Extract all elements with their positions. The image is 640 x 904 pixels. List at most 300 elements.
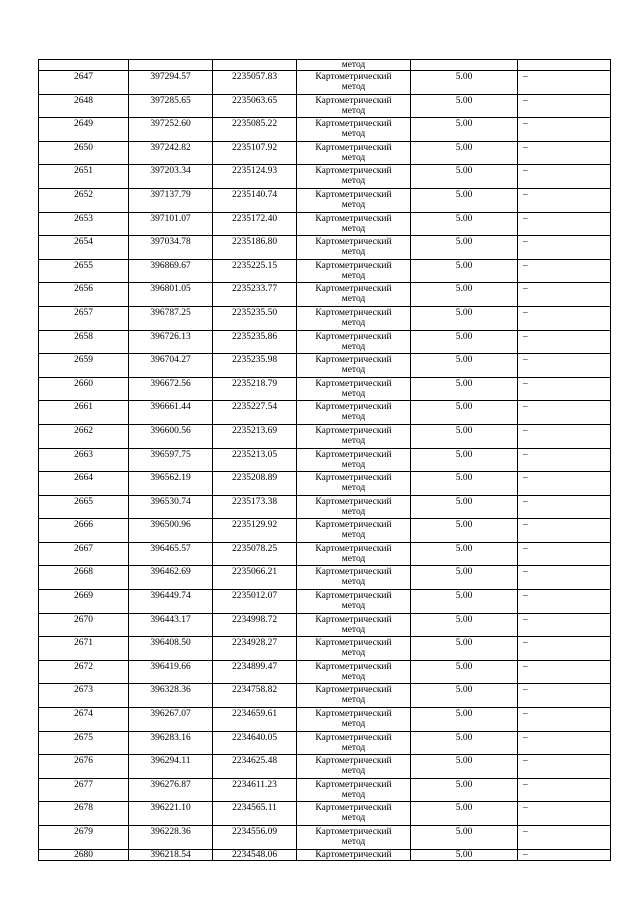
method-line-1: Картометрический	[315, 237, 392, 248]
cell-accuracy: 5.00	[411, 684, 518, 708]
cell-y: 2235233.77	[213, 283, 297, 307]
cell-method	[297, 377, 411, 401]
cell-accuracy: 5.00	[411, 94, 518, 118]
cell-note: –	[518, 731, 611, 755]
cell-y: 2235140.74	[213, 188, 297, 212]
cell-method: метод	[297, 60, 411, 71]
cell-number: 2657	[39, 306, 129, 330]
cell-y: 2235057.83	[213, 71, 297, 95]
cell-method	[297, 259, 411, 283]
cell-accuracy: 5.00	[411, 165, 518, 189]
cell-note: –	[518, 448, 611, 472]
cell-note: –	[518, 755, 611, 779]
method-line-2: метод	[341, 176, 366, 187]
cell-number: 2663	[39, 448, 129, 472]
method-line-1: Картометрический	[315, 425, 392, 436]
cell-y: 2234659.61	[213, 708, 297, 732]
cell-note: –	[518, 165, 611, 189]
method-line-2: метод	[341, 247, 366, 258]
cell-note: –	[518, 590, 611, 614]
method-line-2: метод	[341, 789, 366, 800]
method-line-1: Картометрический	[315, 520, 392, 531]
cell-note: –	[518, 188, 611, 212]
cell-x: 396408.50	[129, 637, 213, 661]
cell-accuracy: 5.00	[411, 330, 518, 354]
cell-accuracy: 5.00	[411, 401, 518, 425]
method-line-2: метод	[341, 837, 366, 847]
cell-note: –	[518, 118, 611, 142]
method-line-1: Картометрический	[315, 543, 392, 554]
cell-x: 396443.17	[129, 613, 213, 637]
coordinates-table	[38, 59, 611, 861]
cell-x: 396449.74	[129, 590, 213, 614]
cell-number: 2647	[39, 71, 129, 95]
table-row	[39, 590, 611, 614]
cell-method	[297, 778, 411, 802]
table-row	[39, 188, 611, 212]
table-row	[39, 472, 611, 496]
method-line-1: Картометрический	[315, 803, 392, 814]
cell-method	[297, 141, 411, 165]
cell-x: 396787.25	[129, 306, 213, 330]
table-row	[39, 306, 611, 330]
cell-method	[297, 495, 411, 519]
cell-accuracy: 5.00	[411, 259, 518, 283]
method-line-2: метод	[341, 105, 366, 116]
cell-number	[39, 60, 129, 71]
cell-method	[297, 519, 411, 543]
cell-x: 397137.79	[129, 188, 213, 212]
cell-accuracy: 5.00	[411, 377, 518, 401]
cell-note: –	[518, 354, 611, 378]
cell-method	[297, 165, 411, 189]
cell-note: –	[518, 71, 611, 95]
cell-y: 2235066.21	[213, 566, 297, 590]
cell-x: 396294.11	[129, 755, 213, 779]
cell-accuracy: 5.00	[411, 731, 518, 755]
cell-accuracy: 5.00	[411, 637, 518, 661]
method-line-2: метод	[341, 223, 366, 234]
cell-y	[213, 60, 297, 71]
cell-note: –	[518, 849, 611, 860]
method-line-2: метод	[341, 199, 366, 210]
cell-x: 397285.65	[129, 94, 213, 118]
cell-accuracy: 5.00	[411, 141, 518, 165]
cell-note: –	[518, 778, 611, 802]
method-line-2: метод	[341, 813, 366, 824]
cell-accuracy: 5.00	[411, 495, 518, 519]
method-line-2: метод	[341, 412, 366, 423]
method-line-1: Картометрический	[315, 378, 392, 389]
cell-number: 2677	[39, 778, 129, 802]
cell-method	[297, 306, 411, 330]
cell-accuracy: 5.00	[411, 188, 518, 212]
method-line-2: метод	[341, 766, 366, 777]
method-line-1: Картометрический	[315, 591, 392, 602]
table-row	[39, 731, 611, 755]
cell-y: 2235012.07	[213, 590, 297, 614]
table-row	[39, 708, 611, 732]
cell-note: –	[518, 283, 611, 307]
cell-note: –	[518, 259, 611, 283]
cell-accuracy: 5.00	[411, 283, 518, 307]
cell-x	[129, 60, 213, 71]
method-line-1: Картометрический	[315, 685, 392, 696]
cell-note: –	[518, 519, 611, 543]
cell-method: Картометрический	[297, 849, 411, 860]
table-row	[39, 802, 611, 826]
cell-x: 396500.96	[129, 519, 213, 543]
cell-method	[297, 188, 411, 212]
method-line-1: Картометрический	[315, 567, 392, 578]
cell-y: 2235124.93	[213, 165, 297, 189]
cell-number: 2658	[39, 330, 129, 354]
cell-number: 2664	[39, 472, 129, 496]
cell-x: 396283.16	[129, 731, 213, 755]
cell-accuracy: 5.00	[411, 519, 518, 543]
table-row	[39, 519, 611, 543]
method-line-1: Картометрический	[315, 779, 392, 790]
cell-number: 2672	[39, 660, 129, 684]
cell-y: 2235235.86	[213, 330, 297, 354]
cell-note: –	[518, 472, 611, 496]
cell-number: 2649	[39, 118, 129, 142]
cell-method	[297, 566, 411, 590]
cell-x: 396661.44	[129, 401, 213, 425]
cell-number: 2652	[39, 188, 129, 212]
cell-y: 2235213.05	[213, 448, 297, 472]
method-line-2: метод	[341, 624, 366, 635]
cell-x: 396801.05	[129, 283, 213, 307]
cell-number: 2676	[39, 755, 129, 779]
cell-x: 396726.13	[129, 330, 213, 354]
method-line-1: Картометрический	[315, 473, 392, 484]
table-row	[39, 755, 611, 779]
table-row	[39, 684, 611, 708]
table-row	[39, 826, 611, 850]
cell-number: 2662	[39, 424, 129, 448]
method-line-1: Картометрический	[315, 189, 392, 200]
cell-number: 2648	[39, 94, 129, 118]
cell-number: 2660	[39, 377, 129, 401]
cell-number: 2666	[39, 519, 129, 543]
cell-y: 2235235.50	[213, 306, 297, 330]
cell-note: –	[518, 330, 611, 354]
cell-method	[297, 590, 411, 614]
cell-accuracy: 5.00	[411, 708, 518, 732]
cell-x: 396704.27	[129, 354, 213, 378]
cell-y: 2234611.23	[213, 778, 297, 802]
cell-x: 396419.66	[129, 660, 213, 684]
cell-y: 2234758.82	[213, 684, 297, 708]
method-line-2: метод	[341, 270, 366, 281]
method-line-1: Картометрический	[315, 709, 392, 720]
cell-method	[297, 71, 411, 95]
continued-row	[39, 60, 611, 71]
cell-method	[297, 755, 411, 779]
cell-x: 396221.10	[129, 802, 213, 826]
cell-method	[297, 708, 411, 732]
table-row	[39, 283, 611, 307]
method-line-2: метод	[341, 695, 366, 706]
cell-number: 2673	[39, 684, 129, 708]
method-line-2: метод	[341, 435, 366, 446]
cell-y: 2235213.69	[213, 424, 297, 448]
cell-method	[297, 401, 411, 425]
table-row	[39, 401, 611, 425]
cell-y: 2234548.06	[213, 849, 297, 860]
cell-note: –	[518, 802, 611, 826]
method-line-2: метод	[341, 152, 366, 163]
method-line-1: Картометрический	[315, 213, 392, 224]
cell-number: 2654	[39, 236, 129, 260]
method-line-1: Картометрический	[315, 827, 392, 837]
method-line-2: метод	[341, 317, 366, 328]
cell-note: –	[518, 424, 611, 448]
cell-x: 397252.60	[129, 118, 213, 142]
cell-y: 2235225.15	[213, 259, 297, 283]
method-line-1: Картометрический	[315, 661, 392, 672]
cell-x: 396530.74	[129, 495, 213, 519]
table-row	[39, 71, 611, 95]
cell-x: 396228.36	[129, 826, 213, 850]
table-row	[39, 637, 611, 661]
cell-accuracy: 5.00	[411, 71, 518, 95]
cell-y: 2234565.11	[213, 802, 297, 826]
method-line-1: Картометрический	[315, 307, 392, 318]
cell-method	[297, 330, 411, 354]
cell-note	[518, 60, 611, 71]
cell-note: –	[518, 613, 611, 637]
method-line-2: метод	[341, 530, 366, 541]
method-line-2: метод	[341, 671, 366, 682]
cell-number: 2667	[39, 542, 129, 566]
cell-x: 397203.34	[129, 165, 213, 189]
method-line-2: метод	[341, 719, 366, 730]
cell-x: 396465.57	[129, 542, 213, 566]
cell-number: 2670	[39, 613, 129, 637]
cell-note: –	[518, 236, 611, 260]
method-line-1: Картометрический	[315, 496, 392, 507]
cell-method	[297, 448, 411, 472]
table-row	[39, 660, 611, 684]
cell-x: 396462.69	[129, 566, 213, 590]
method-line-1: Картометрический	[315, 732, 392, 743]
method-line-2: метод	[341, 365, 366, 376]
method-line-1: Картометрический	[315, 331, 392, 342]
cell-y: 2235208.89	[213, 472, 297, 496]
table-row	[39, 778, 611, 802]
table-row	[39, 542, 611, 566]
table-row	[39, 377, 611, 401]
cell-method	[297, 637, 411, 661]
table-row	[39, 566, 611, 590]
method-line-1: Картометрический	[315, 614, 392, 625]
cell-note: –	[518, 660, 611, 684]
table-row	[39, 236, 611, 260]
method-line-2: метод	[341, 742, 366, 753]
cell-method	[297, 424, 411, 448]
table-row	[39, 613, 611, 637]
table-row	[39, 424, 611, 448]
cell-method	[297, 826, 411, 850]
cell-accuracy: 5.00	[411, 755, 518, 779]
table-body	[39, 60, 611, 861]
table-row	[39, 212, 611, 236]
cell-number: 2650	[39, 141, 129, 165]
cell-method	[297, 354, 411, 378]
cell-y: 2235129.92	[213, 519, 297, 543]
cell-x: 397034.78	[129, 236, 213, 260]
cell-x: 396597.75	[129, 448, 213, 472]
cell-method	[297, 283, 411, 307]
cell-note: –	[518, 684, 611, 708]
cell-accuracy: 5.00	[411, 849, 518, 860]
method-line-2: метод	[341, 294, 366, 305]
cell-accuracy: 5.00	[411, 826, 518, 850]
cell-number: 2653	[39, 212, 129, 236]
method-line-1: Картометрический	[315, 142, 392, 153]
cell-method	[297, 731, 411, 755]
cell-number: 2656	[39, 283, 129, 307]
method-line-1: Картометрический	[315, 355, 392, 366]
cell-x: 396562.19	[129, 472, 213, 496]
method-line-1: Картометрический	[315, 638, 392, 649]
cell-y: 2235186.80	[213, 236, 297, 260]
cell-number: 2674	[39, 708, 129, 732]
cell-number: 2659	[39, 354, 129, 378]
cell-method	[297, 472, 411, 496]
cell-x: 396267.07	[129, 708, 213, 732]
table-row	[39, 94, 611, 118]
cell-method	[297, 660, 411, 684]
table-row	[39, 330, 611, 354]
cell-note: –	[518, 708, 611, 732]
cell-x: 396672.56	[129, 377, 213, 401]
cell-accuracy: 5.00	[411, 778, 518, 802]
cell-accuracy: 5.00	[411, 236, 518, 260]
cell-y: 2234998.72	[213, 613, 297, 637]
method-line-2: метод	[341, 82, 366, 92]
cell-number: 2675	[39, 731, 129, 755]
method-line-2: метод	[341, 577, 366, 588]
cell-note: –	[518, 542, 611, 566]
cell-note: –	[518, 306, 611, 330]
method-line-2: метод	[341, 601, 366, 612]
cell-note: –	[518, 495, 611, 519]
cell-y: 2234556.09	[213, 826, 297, 850]
cell-accuracy: 5.00	[411, 590, 518, 614]
cell-accuracy: 5.00	[411, 424, 518, 448]
cell-method	[297, 236, 411, 260]
cell-number: 2671	[39, 637, 129, 661]
method-line-1: Картометрический	[315, 95, 392, 106]
cell-note: –	[518, 94, 611, 118]
cell-note: –	[518, 212, 611, 236]
table-row	[39, 354, 611, 378]
cell-x: 396600.56	[129, 424, 213, 448]
method-line-2: метод	[341, 553, 366, 564]
cell-x: 397242.82	[129, 141, 213, 165]
cell-method	[297, 684, 411, 708]
method-line-1: Картометрический	[315, 260, 392, 271]
cell-accuracy: 5.00	[411, 542, 518, 566]
method-line-1: Картометрический	[315, 72, 392, 82]
table-row	[39, 259, 611, 283]
method-line-2: метод	[341, 388, 366, 399]
cell-x: 396218.54	[129, 849, 213, 860]
cell-method	[297, 212, 411, 236]
cell-accuracy: 5.00	[411, 472, 518, 496]
cell-note: –	[518, 377, 611, 401]
method-line-1: Картометрический	[315, 756, 392, 767]
cell-method	[297, 613, 411, 637]
table-row	[39, 165, 611, 189]
cell-x: 396869.67	[129, 259, 213, 283]
cell-number: 2668	[39, 566, 129, 590]
cell-accuracy: 5.00	[411, 306, 518, 330]
cell-y: 2235172.40	[213, 212, 297, 236]
cell-accuracy: 5.00	[411, 613, 518, 637]
cell-method	[297, 542, 411, 566]
cell-accuracy: 5.00	[411, 802, 518, 826]
cell-y: 2235218.79	[213, 377, 297, 401]
cell-accuracy: 5.00	[411, 566, 518, 590]
cell-y: 2234625.48	[213, 755, 297, 779]
cell-number: 2651	[39, 165, 129, 189]
method-line-2: метод	[341, 129, 366, 140]
cell-number: 2669	[39, 590, 129, 614]
cell-number: 2661	[39, 401, 129, 425]
cell-note: –	[518, 141, 611, 165]
cell-accuracy: 5.00	[411, 212, 518, 236]
cell-accuracy: 5.00	[411, 448, 518, 472]
cell-method	[297, 94, 411, 118]
cell-number: 2680	[39, 849, 129, 860]
table-row	[39, 448, 611, 472]
cell-note: –	[518, 401, 611, 425]
cell-y: 2235107.92	[213, 141, 297, 165]
cell-x: 396276.87	[129, 778, 213, 802]
cell-accuracy: 5.00	[411, 660, 518, 684]
method-line-2: метод	[341, 506, 366, 517]
cell-x: 397101.07	[129, 212, 213, 236]
cell-x: 396328.36	[129, 684, 213, 708]
cell-y: 2234899.47	[213, 660, 297, 684]
cell-number: 2679	[39, 826, 129, 850]
cell-method	[297, 118, 411, 142]
cell-note: –	[518, 566, 611, 590]
method-line-1: Картометрический	[315, 449, 392, 460]
method-line-2: метод	[341, 648, 366, 659]
cell-y: 2235078.25	[213, 542, 297, 566]
cell-accuracy	[411, 60, 518, 71]
table-row	[39, 495, 611, 519]
cell-method	[297, 802, 411, 826]
cell-number: 2655	[39, 259, 129, 283]
cell-y: 2235085.22	[213, 118, 297, 142]
cell-y: 2235063.65	[213, 94, 297, 118]
table-row	[39, 118, 611, 142]
cell-number: 2678	[39, 802, 129, 826]
cell-x: 397294.57	[129, 71, 213, 95]
table-row	[39, 141, 611, 165]
cell-number: 2665	[39, 495, 129, 519]
method-line-1: Картометрический	[315, 119, 392, 130]
cell-note: –	[518, 637, 611, 661]
cell-note: –	[518, 826, 611, 850]
method-line-2: метод	[341, 341, 366, 352]
